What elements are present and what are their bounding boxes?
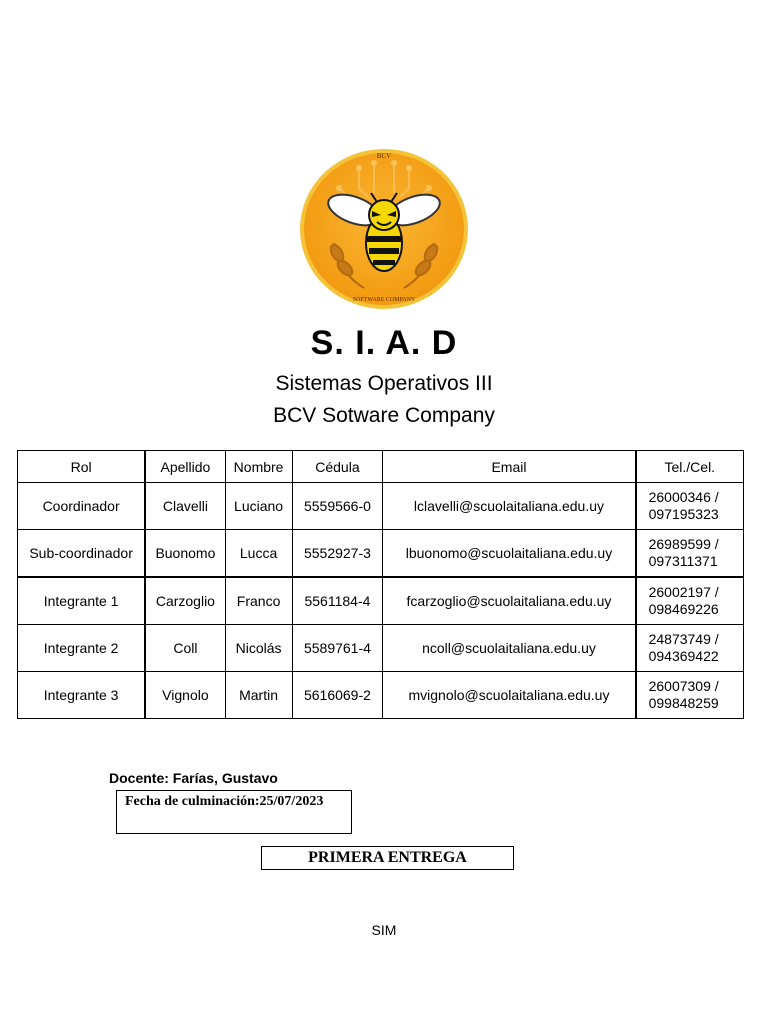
tel-line2: 094369422 xyxy=(648,648,719,664)
cell-cedula: 5559566-0 xyxy=(292,483,383,530)
logo-bottom-text: SOFTWARE COMPANY xyxy=(352,297,416,303)
cell-cedula: 5589761-4 xyxy=(292,625,383,672)
cell-nombre: Luciano xyxy=(225,483,292,530)
cell-rol: Integrante 3 xyxy=(18,672,146,719)
members-table xyxy=(17,450,744,719)
table-row xyxy=(18,672,744,719)
cell-rol: Integrante 2 xyxy=(18,625,146,672)
docente-label: Docente: Farías, Gustavo xyxy=(109,770,278,786)
page-title: S. I. A. D xyxy=(310,324,458,362)
cell-rol: Integrante 1 xyxy=(18,577,146,625)
cell-rol: Sub-coordinador xyxy=(18,530,146,578)
header-cedula: Cédula xyxy=(292,451,383,483)
subtitle-company: BCV Sotware Company xyxy=(273,404,495,427)
table-row xyxy=(18,625,744,672)
tel-line1: 26002197 / xyxy=(648,584,719,600)
table-header-row xyxy=(18,451,744,483)
cell-apellido: Buonomo xyxy=(145,530,225,578)
fecha-box xyxy=(116,790,352,834)
footer-text: SIM xyxy=(371,922,397,938)
fecha-culminacion: Fecha de culminación:25/07/2023 xyxy=(125,794,324,809)
tel-line2: 097311371 xyxy=(648,553,718,569)
tel-line1: 24873749 / xyxy=(648,631,719,647)
entrega-label: PRIMERA ENTREGA xyxy=(261,846,514,870)
header-nombre: Nombre xyxy=(225,451,292,483)
cell-rol: Coordinador xyxy=(18,483,146,530)
logo-top-text: BCV xyxy=(376,152,392,160)
header-tel: Tel./Cel. xyxy=(636,451,744,483)
tel-line2: 099848259 xyxy=(648,695,719,711)
subtitle-course: Sistemas Operativos III xyxy=(275,372,493,395)
cell-apellido: Carzoglio xyxy=(145,577,225,625)
cell-email: lbuonomo@scuolaitaliana.edu.uy xyxy=(383,530,636,578)
cell-apellido: Vignolo xyxy=(145,672,225,719)
table-row xyxy=(18,530,744,578)
cell-email: mvignolo@scuolaitaliana.edu.uy xyxy=(383,672,636,719)
header-email: Email xyxy=(383,451,636,483)
header-rol: Rol xyxy=(18,451,146,483)
tel-line2: 097195323 xyxy=(648,506,719,522)
cell-email: ncoll@scuolaitaliana.edu.uy xyxy=(383,625,636,672)
cell-cedula: 5616069-2 xyxy=(292,672,383,719)
cell-apellido: Clavelli xyxy=(145,483,225,530)
cell-cedula: 5561184-4 xyxy=(292,577,383,625)
cell-nombre: Nicolás xyxy=(225,625,292,672)
cell-nombre: Lucca xyxy=(225,530,292,578)
cell-tel xyxy=(636,625,744,672)
header-apellido: Apellido xyxy=(145,451,225,483)
table-row xyxy=(18,483,744,530)
cell-tel xyxy=(636,483,744,530)
cell-email: fcarzoglio@scuolaitaliana.edu.uy xyxy=(383,577,636,625)
cell-tel xyxy=(636,577,744,625)
table-row xyxy=(18,577,744,625)
bcv-logo xyxy=(299,148,469,310)
tel-line1: 26989599 / xyxy=(648,536,719,552)
cell-tel xyxy=(636,672,744,719)
cell-nombre: Franco xyxy=(225,577,292,625)
cell-email: lclavelli@scuolaitaliana.edu.uy xyxy=(383,483,636,530)
cell-nombre: Martin xyxy=(225,672,292,719)
tel-line2: 098469226 xyxy=(648,601,719,617)
cell-apellido: Coll xyxy=(145,625,225,672)
tel-line1: 26007309 / xyxy=(648,678,719,694)
tel-line1: 26000346 / xyxy=(648,489,719,505)
cell-tel xyxy=(636,530,744,578)
cell-cedula: 5552927-3 xyxy=(292,530,383,578)
